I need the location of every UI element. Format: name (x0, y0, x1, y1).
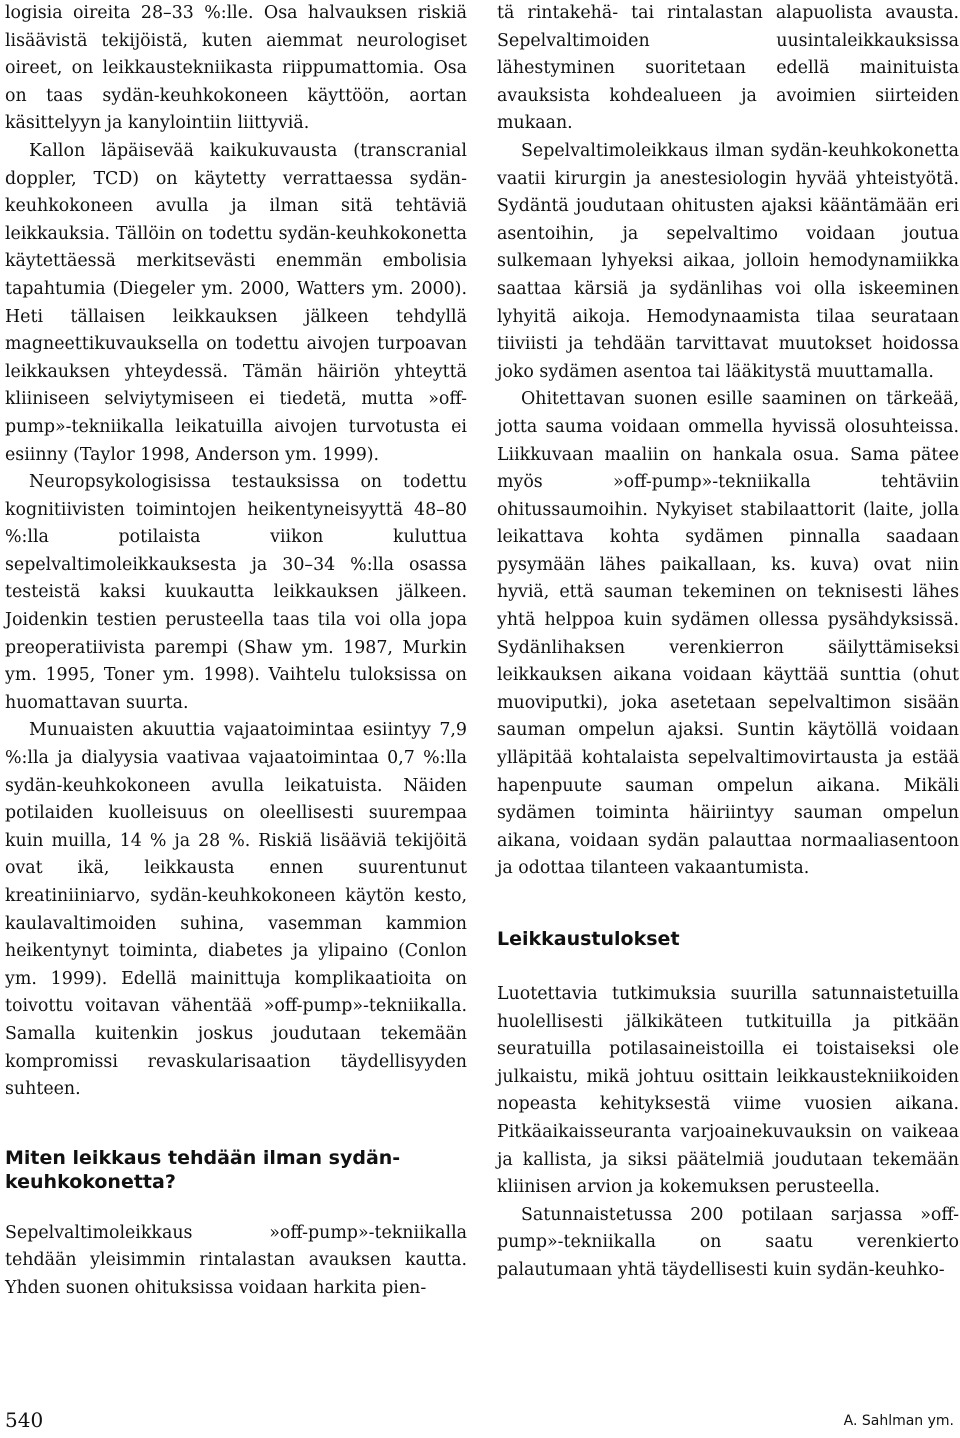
body-paragraph: Kallon läpäisevää kaikukuvausta (transcranial doppler, TCD) on käytetty verrattaessa sydän-keuhkokoneen avulla ja ilman sitä tehtäviä leikkauksia. Tällöin on todettu sydän-keuhkokonetta käytettäessä merkitsevästi enemmän embolisia tapahtumia (Diegeler ym. 2000, Watters ym. 2000). Heti tällaisen leikkauksen jälkeen tehdyllä magneettikuvauksella on todettu aivojen turpoavan leikkauksen yhteydessä. Tämän häiriön yhteyttä kliiniseen selviytymiseen ei tiedetä, mutta »off-pump»-tekniikalla leikatuilla aivojen turvotusta ei esiinny (Taylor 1998, Anderson ym. 1999). (5, 140, 467, 465)
left-column (5, 0, 467, 1303)
section-heading: Miten leikkaus tehdään ilman sydän-keuhkokonetta? (5, 1146, 401, 1193)
page-number: 540 (5, 1408, 44, 1432)
body-paragraph: logisia oireita 28–33 %:lle. Osa halvauksen riskiä lisäävistä tekijöistä, kuten aiemmat neurologiset oireet, on leikkaustekniikasta riippumattomia. Osa on taas sydän-keuhkokoneen käyttöön, aortan käsittelyyn ja kanylointiin liittyviä. (5, 3, 467, 134)
body-paragraph: Luotettavia tutkimuksia suurilla satunnaistetuilla huolellisesti jälkikäteen tutkituilla ja pitkään seuratuilla potilasaineistoilla ei toistaiseksi ole julkaistu, mikä johtuu osittain leikkaustekniikoiden nopeasta kehityksestä viime vuosien aikana. Pitkäaikaisseuranta varjoainekuvauksin on vaikeaa ja kallista, ja siksi päätelmiä joudutaan tekemään kliinisen arvion ja kokemuksen perusteella. (497, 984, 959, 1198)
body-paragraph: Sepelvaltimoleikkaus »off-pump»-tekniikalla tehdään yleisimmin rintalastan avauksen kautta. Yhden suonen ohituksissa voidaan harkita pien- (5, 1222, 467, 1298)
section-heading: Leikkaustulokset (497, 928, 680, 950)
body-paragraph: Munuaisten akuuttia vajaatoimintaa esiintyy 7,9 %:lla ja dialyysia vaativaa vajaatoimintaa 0,7 %:lla sydän-keuhkokoneen avulla leikatuista. Näiden potilaiden kuolleisuus on oleellisesti suurempaa kuin muilla, 14 % ja 28 %. Riskiä lisääviä tekijöitä ovat ikä, leikkausta ennen suurentunut kreatiniiniarvo, sydän-keuhkokoneen käytön kesto, kaulavaltimoiden suhina, vasemman kammion heikentynyt toiminta, diabetes ja ylipaino (Conlon ym. 1999). Edellä mainittuja komplikaatioita on toivottu voitavan vähentää »off-pump»-tekniikalla. Samalla kuitenkin joskus joudutaan tekemään kompromissi revaskularisaation täydellisyyden suhteen. (5, 720, 467, 1100)
body-paragraph: Neuropsykologisissa testauksissa on todettu kognitiivisten toimintojen heikentyneisyyttä 48–80 %:lla potilaista viikon kuluttua sepelvaltimoleikkauksesta ja 30–34 %:lla osassa testeistä kaksi kuukautta leikkauksen jälkeen. Joidenkin testien perusteella taas tila voi olla jopa preoperatiivista parempi (Shaw ym. 1987, Murkin ym. 1995, Toner ym. 1998). Vaihtelu tuloksissa on huomattavan suurta. (5, 472, 467, 713)
body-paragraph: Ohitettavan suonen esille saaminen on tärkeää, jotta sauma voidaan ommella hyvissä olosuhteissa. Liikkuvaan maaliin on hankala osua. Sama pätee myös »off-pump»-tekniikalla tehtäviin ohitussaumoihin. Nykyiset stabilaattorit (laite, jolla leikattava kohta sydämen pinnalla saadaan pysymään lähes paikallaan, ks. kuva) ovat niin hyviä, että sauman tekeminen on teknisesti lähes yhtä helppoa kuin sydämen ollessa pysähdyksissä. Sydänlihaksen verenkierron säilyttämiseksi leikkauksen aikana voidaan käyttää sunttia (ohut muoviputki), joka asetetaan sepelvaltimon sisään sauman ompelun ajaksi. Suntin käytöllä voidaan ylläpitää kohtalaista sepelvaltimovirtausta ja estää hapenpuute sauman ompelun aikana. Mikäli sydämen toiminta häiriintyy sauman ompelun aikana, voidaan sydän palauttaa normaaliasentoon ja odottaa tilanteen vakaantumista. (497, 389, 959, 879)
body-paragraph: Satunnaistetussa 200 potilaan sarjassa »off-pump»-tekniikalla on saatu verenkierto palautumaan yhtä täydellisesti kuin sydän-keuhko- (497, 1204, 959, 1280)
author-footer: A. Sahlman ym. (843, 1413, 954, 1429)
body-paragraph: Sepelvaltimoleikkaus ilman sydän-keuhkokonetta vaatii kirurgin ja anestesiologin hyvää yhteistyötä. Sydäntä joudutaan ohitusten ajaksi kääntämään eri asentoihin, ja sepelvaltimo voidaan joutua sulkemaan lyhyeksi aikaa, jolloin hemodynamiikka saattaa kärsiä ja sydänlihas voi olla iskeeminen lyhyitä aikoja. Hemodynaamista tilaa seurataan tiiviisti ja tehdään tarvittavat muutokset hoidossa joko sydämen asentoa tai lääkitystä muuttamalla. (497, 140, 959, 382)
body-paragraph: tä rintakehä- tai rintalastan alapuolista avausta. Sepelvaltimoiden uusintaleikkauksissa lähestyminen suoritetaan edellä mainituista avauksista kohdealueen ja avoimien siirteiden mukaan. (497, 3, 959, 134)
right-column (497, 0, 959, 1285)
